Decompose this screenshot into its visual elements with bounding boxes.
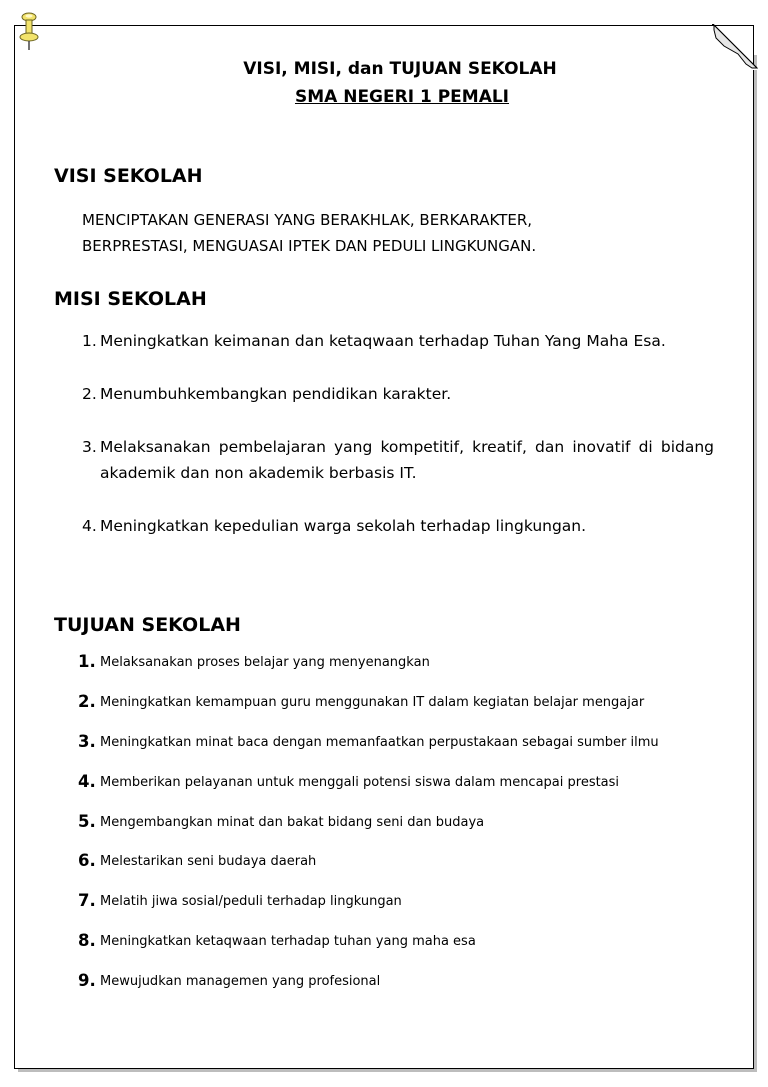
list-number: 4.: [82, 517, 97, 535]
paper-shadow-right: [754, 55, 757, 1072]
list-text: Memberikan pelayanan untuk menggali potensi siswa dalam mencapai prestasi: [100, 774, 620, 790]
list-text: Meningkatkan minat baca dengan memanfaatkan perpustakaan sebagai sumber ilmu: [100, 734, 659, 750]
list-number: 2.: [78, 691, 96, 711]
misi-heading: MISI SEKOLAH: [54, 288, 207, 310]
list-item: [78, 771, 728, 811]
list-number: 4.: [78, 771, 96, 791]
list-number: 9.: [78, 971, 96, 991]
list-item: [78, 890, 728, 930]
list-item: [78, 731, 728, 771]
list-item: [78, 651, 728, 691]
list-item: [82, 513, 714, 539]
list-text: Melatih jiwa sosial/peduli terhadap lingkungan: [100, 894, 402, 910]
list-item: [82, 434, 714, 486]
page-title: VISI, MISI, dan TUJUAN SEKOLAH: [243, 59, 557, 79]
tujuan-heading: TUJUAN SEKOLAH: [54, 614, 241, 636]
visi-heading: VISI SEKOLAH: [54, 165, 203, 187]
list-text: Mewujudkan managemen yang profesional: [100, 974, 381, 990]
list-number: 3.: [82, 438, 97, 456]
list-number: 5.: [78, 811, 96, 831]
tujuan-list: [78, 651, 728, 1010]
list-number: 1.: [78, 652, 96, 671]
school-name: SMA NEGERI 1 PEMALI: [294, 87, 510, 107]
list-number: 3.: [78, 731, 96, 751]
list-text: Melestarikan seni budaya daerah: [100, 854, 317, 870]
list-number: 6.: [78, 851, 96, 871]
list-item: [78, 811, 728, 851]
list-item: [82, 381, 714, 407]
list-item: [78, 691, 728, 731]
visi-text: [82, 207, 702, 259]
list-item: [82, 328, 714, 354]
visi-line: MENCIPTAKAN GENERASI YANG BERAKHLAK, BERKARAKTER,: [82, 211, 533, 229]
pushpin-icon: [16, 12, 42, 52]
list-item: [78, 970, 728, 1010]
list-text: Meningkatkan ketaqwaan terhadap tuhan yang maha esa: [100, 934, 476, 950]
list-item: [78, 930, 728, 970]
paper-shadow-bottom: [18, 1069, 756, 1072]
misi-list: [82, 328, 714, 566]
list-number: 8.: [78, 931, 96, 951]
list-text: Meningkatkan kemampuan guru menggunakan IT dalam kegiatan belajar mengajar: [100, 694, 645, 710]
list-text: Meningkatkan kepedulian warga sekolah terhadap lingkungan.: [100, 517, 587, 535]
list-number: 1.: [82, 332, 97, 350]
list-text: Menumbuhkembangkan pendidikan karakter.: [100, 385, 452, 403]
list-number: 7.: [78, 891, 96, 911]
list-text: Melaksanakan pembelajaran yang kompetitif, kreatif, dan inovatif di bidang akademik dan non akademik berbasis IT.: [100, 438, 714, 482]
list-item: [78, 850, 728, 890]
list-text: Meningkatkan keimanan dan ketaqwaan terhadap Tuhan Yang Maha Esa.: [100, 332, 666, 350]
list-text: Mengembangkan minat dan bakat bidang seni dan budaya: [100, 814, 485, 830]
list-number: 2.: [82, 385, 97, 403]
visi-line: BERPRESTASI, MENGUASAI IPTEK DAN PEDULI LINGKUNGAN.: [82, 237, 537, 255]
list-text: Melaksanakan proses belajar yang menyenangkan: [100, 655, 430, 670]
